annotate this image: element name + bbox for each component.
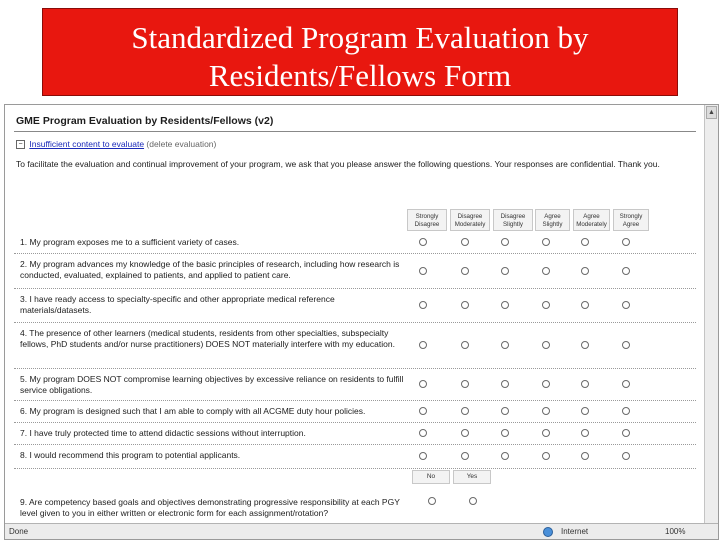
- rating-radio[interactable]: [419, 407, 427, 415]
- rating-radio[interactable]: [501, 267, 509, 275]
- rating-radio[interactable]: [622, 341, 630, 349]
- scale-header-line: Slightly: [503, 220, 523, 228]
- rating-radio[interactable]: [622, 238, 630, 246]
- rating-radio[interactable]: [461, 341, 469, 349]
- question-text: 3. I have ready access to specialty-specific and other appropriate medical reference materials/datasets.: [20, 294, 335, 315]
- scroll-up-arrow-icon[interactable]: ▲: [706, 106, 717, 119]
- rating-radio[interactable]: [542, 341, 550, 349]
- rating-radio[interactable]: [542, 301, 550, 309]
- scale-header-line: Moderately: [454, 220, 486, 228]
- scale-header-line: Disagree: [500, 213, 526, 220]
- rating-radio[interactable]: [419, 452, 427, 460]
- scale-header-line: Moderately: [576, 220, 607, 228]
- question-text: 2. My program advances my knowledge of the basic principles of research, including how research is conducted, evaluated, explained to patients, and applied to patient care.: [20, 259, 400, 280]
- delete-evaluation-label: (delete evaluation): [146, 139, 217, 149]
- scale-header: [535, 209, 570, 231]
- rating-radio[interactable]: [461, 429, 469, 437]
- rating-radio[interactable]: [419, 267, 427, 275]
- rating-radio[interactable]: [461, 301, 469, 309]
- rating-radio[interactable]: [501, 407, 509, 415]
- question-row: [14, 253, 696, 289]
- rating-radio[interactable]: [581, 380, 589, 388]
- rating-radio[interactable]: [581, 452, 589, 460]
- rating-radio[interactable]: [461, 380, 469, 388]
- rating-radio[interactable]: [581, 429, 589, 437]
- slide-title-banner: [42, 8, 678, 96]
- rating-radio[interactable]: [501, 301, 509, 309]
- rating-radio[interactable]: [461, 267, 469, 275]
- yes-no-header: Yes: [453, 470, 491, 484]
- scale-header-line: Strongly: [619, 213, 643, 220]
- question-row: [14, 422, 696, 445]
- rating-radio[interactable]: [581, 267, 589, 275]
- rating-radio[interactable]: [542, 452, 550, 460]
- yes-no-header: No: [412, 470, 450, 484]
- rating-radio[interactable]: [542, 267, 550, 275]
- vertical-scrollbar[interactable]: [704, 105, 718, 523]
- scale-header-line: Disagree: [457, 213, 483, 220]
- status-bar: [5, 523, 718, 540]
- rating-radio[interactable]: [581, 341, 589, 349]
- question-row: [14, 231, 696, 254]
- scale-header-line: Agree: [583, 213, 600, 220]
- question-text: 7. I have truly protected time to attend didactic sessions without interruption.: [20, 428, 306, 438]
- rating-radio[interactable]: [542, 429, 550, 437]
- rating-radio[interactable]: [581, 301, 589, 309]
- rating-radio[interactable]: [501, 452, 509, 460]
- rating-radio[interactable]: [461, 407, 469, 415]
- rating-radio[interactable]: [622, 380, 630, 388]
- intro-text: To facilitate the evaluation and continual improvement of your program, we ask that you please answer the following questions. Your responses are confidential. Thank you.: [16, 159, 660, 169]
- question-text: 4. The presence of other learners (medical students, residents from other specialties, subspecialty fellows, PhD students and/or nurse practitioners) DOES NOT materially interfere with my education.: [20, 328, 395, 349]
- question-row: [14, 368, 696, 401]
- rating-radio[interactable]: [461, 238, 469, 246]
- zoom-level[interactable]: 100%: [665, 527, 686, 536]
- scale-header-line: Strongly: [415, 213, 439, 220]
- rating-radio[interactable]: [501, 429, 509, 437]
- question-row: [14, 483, 696, 523]
- browser-screenshot: [4, 104, 719, 540]
- rating-radio[interactable]: [419, 341, 427, 349]
- rating-radio[interactable]: [501, 380, 509, 388]
- rating-radio[interactable]: [419, 301, 427, 309]
- radio-no[interactable]: [428, 497, 436, 505]
- scale-header-line: Agree: [544, 213, 561, 220]
- status-text: Done: [9, 527, 29, 536]
- scale-header: [450, 209, 490, 231]
- rating-radio[interactable]: [622, 452, 630, 460]
- scale-header-line: Disagree: [414, 220, 440, 228]
- rating-radio[interactable]: [542, 380, 550, 388]
- question-row: [14, 400, 696, 423]
- scale-header: [493, 209, 533, 231]
- rating-radio[interactable]: [581, 238, 589, 246]
- rating-radio[interactable]: [419, 429, 427, 437]
- question-row: [14, 322, 696, 369]
- security-zone-label: Internet: [561, 527, 589, 536]
- rating-radio[interactable]: [581, 407, 589, 415]
- rating-radio[interactable]: [622, 429, 630, 437]
- question-text: 1. My program exposes me to a sufficient variety of cases.: [20, 237, 240, 247]
- rating-radio[interactable]: [542, 407, 550, 415]
- question-row: [14, 288, 696, 323]
- question-text: 9. Are competency based goals and objectives demonstrating progressive responsibility at each PGY level given to you in either written or electronic form for each assignment/rotation?: [20, 497, 400, 518]
- scale-header: [407, 209, 447, 231]
- scale-header: [613, 209, 649, 231]
- rating-radio[interactable]: [542, 238, 550, 246]
- rating-radio[interactable]: [501, 238, 509, 246]
- title-divider: [14, 131, 696, 132]
- globe-icon: [543, 527, 553, 537]
- rating-radio[interactable]: [622, 301, 630, 309]
- question-text: 8. I would recommend this program to potential applicants.: [20, 450, 241, 460]
- rating-radio[interactable]: [501, 341, 509, 349]
- slide-title: Standardized Program Evaluation by Residents/Fellows Form: [131, 20, 589, 93]
- question-row: [14, 444, 696, 469]
- rating-radio[interactable]: [461, 452, 469, 460]
- rating-radio[interactable]: [419, 238, 427, 246]
- insufficient-content-row: [16, 139, 216, 149]
- rating-radio[interactable]: [419, 380, 427, 388]
- radio-yes[interactable]: [469, 497, 477, 505]
- rating-radio[interactable]: [622, 267, 630, 275]
- collapse-icon[interactable]: −: [16, 140, 25, 149]
- scale-header-line: Slightly: [542, 220, 563, 228]
- evaluation-form: [5, 105, 704, 523]
- insufficient-content-link[interactable]: Insufficient content to evaluate: [29, 139, 145, 149]
- scale-header: [573, 209, 610, 231]
- question-text: 5. My program DOES NOT compromise learning objectives by excessive reliance on residents to fulfill service obligations.: [20, 374, 404, 395]
- rating-radio[interactable]: [622, 407, 630, 415]
- scale-header-line: Agree: [622, 220, 640, 228]
- form-title: GME Program Evaluation by Residents/Fellows (v2): [16, 115, 274, 127]
- question-text: 6. My program is designed such that I am able to comply with all ACGME duty hour policies.: [20, 406, 366, 416]
